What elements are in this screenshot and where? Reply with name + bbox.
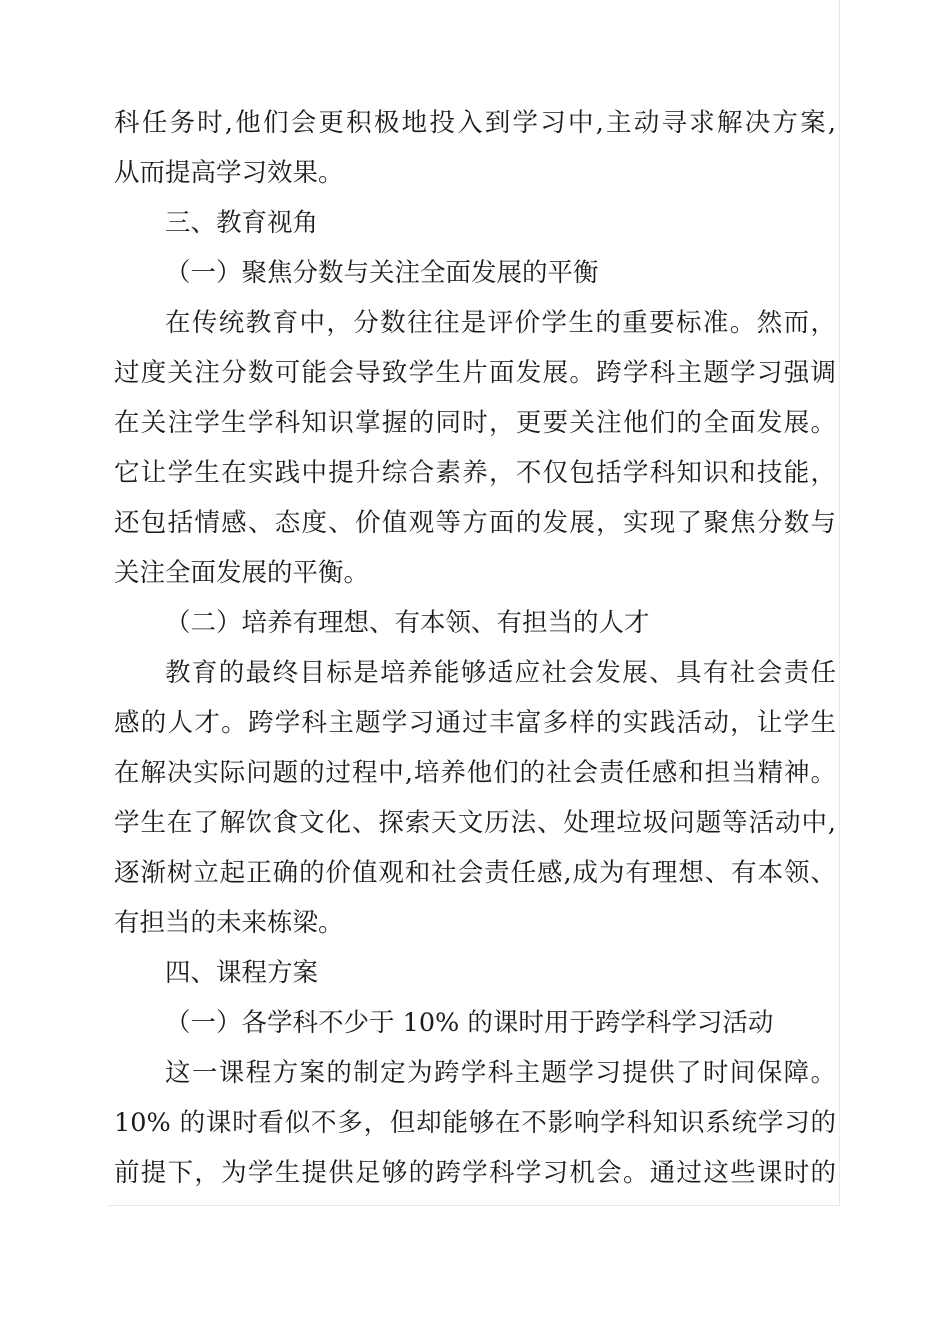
subsection-heading: （一）聚焦分数与关注全面发展的平衡 — [165, 258, 599, 288]
paragraph-line: 这一课程方案的制定为跨学科主题学习提供了时间保障。 — [165, 1058, 836, 1088]
paragraph-line: 有担当的未来栋梁。 — [114, 908, 344, 938]
paragraph-line: 关注全面发展的平衡。 — [114, 558, 370, 588]
paragraph-line: 过度关注分数可能会导致学生片面发展。跨学科主题学习强调 — [114, 358, 836, 388]
paragraph-line: 在解决实际问题的过程中,培养他们的社会责任感和担当精神。 — [114, 758, 836, 788]
subsection-heading: （一）各学科不少于 10% 的课时用于跨学科学习活动 — [165, 1008, 774, 1038]
paragraph-line: 在传统教育中，分数往往是评价学生的重要标准。然而， — [165, 308, 836, 338]
document-body — [114, 98, 836, 1198]
paragraph-line: 前提下，为学生提供足够的跨学科学习机会。通过这些课时的 — [114, 1158, 836, 1188]
section-heading: 三、教育视角 — [165, 208, 319, 238]
subsection-heading: （二）培养有理想、有本领、有担当的人才 — [165, 608, 650, 638]
paragraph-line: 10% 的课时看似不多，但却能够在不影响学科知识系统学习的 — [114, 1108, 836, 1138]
paragraph-line: 从而提高学习效果。 — [114, 158, 344, 188]
paragraph-line: 教育的最终目标是培养能够适应社会发展、具有社会责任 — [165, 658, 836, 688]
paragraph-line: 逐渐树立起正确的价值观和社会责任感,成为有理想、有本领、 — [114, 858, 836, 888]
paragraph-line: 感的人才。跨学科主题学习通过丰富多样的实践活动，让学生 — [114, 708, 836, 738]
paragraph-line: 科任务时,他们会更积极地投入到学习中,主动寻求解决方案, — [114, 108, 836, 138]
paragraph-line: 在关注学生学科知识掌握的同时，更要关注他们的全面发展。 — [114, 408, 836, 438]
paragraph-line: 还包括情感、态度、价值观等方面的发展，实现了聚焦分数与 — [114, 508, 836, 538]
paragraph-line: 学生在了解饮食文化、探索天文历法、处理垃圾问题等活动中, — [114, 808, 836, 838]
paragraph-line: 它让学生在实践中提升综合素养，不仅包括学科知识和技能， — [114, 458, 836, 488]
section-heading: 四、课程方案 — [165, 958, 319, 988]
